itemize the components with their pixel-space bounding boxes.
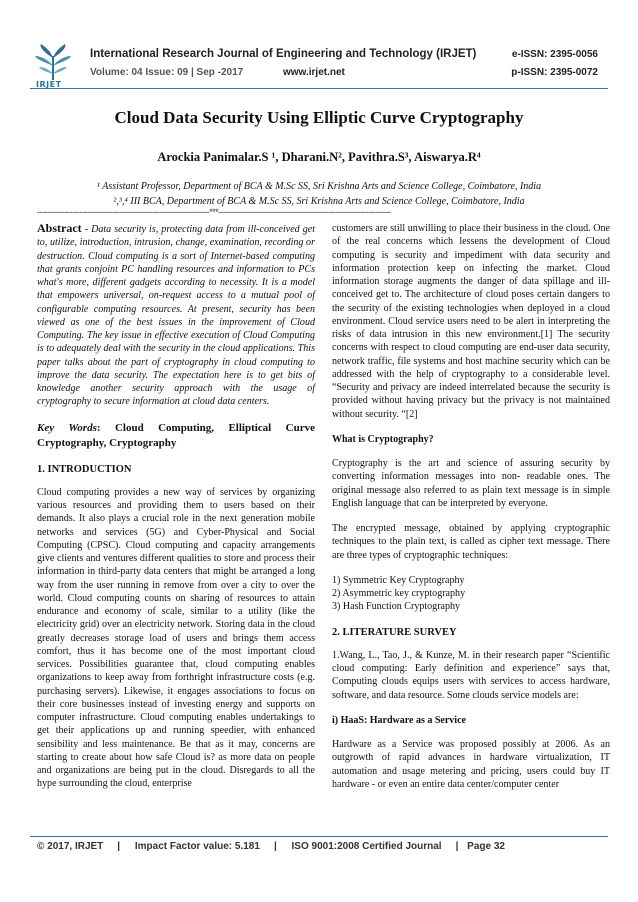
pissn: p-ISSN: 2395-0072 bbox=[511, 67, 598, 78]
literature-text: 1.Wang, L., Tao, J., & Kunze, M. in their research paper “Scientific cloud computing: Early definition and experience” says that, Computing clouds equips users with services to access hardware, software, and data resource. Some clouds service models are: bbox=[332, 649, 610, 701]
footer-rule bbox=[30, 836, 608, 837]
keywords-text: : Cloud Computing, Elliptical Curve Cryptography, Cryptography bbox=[37, 421, 315, 449]
section-separator: ---------------------------------------------------------------------***--------------------------------------------------------------------- bbox=[37, 207, 391, 217]
footer-iso: ISO 9001:2008 Certified Journal bbox=[291, 841, 442, 852]
abstract-label: Abstract bbox=[37, 221, 82, 235]
paper-title: Cloud Data Security Using Elliptic Curve Cryptography bbox=[114, 108, 524, 127]
logo-text: IRJET bbox=[36, 80, 62, 89]
keywords-label: Key Words bbox=[37, 421, 97, 434]
page-footer: © 2017, IRJET | Impact Factor value: 5.181 | ISO 9001:2008 Certified Journal | Page 32 bbox=[37, 841, 505, 852]
cryptography-para-1: Cryptography is the art and science of assuring security by converting information messages into non- readable ones. The original message also referred to as plain text message is in simple English language that can be interpreted by everyone. bbox=[332, 458, 610, 509]
header-rule bbox=[30, 88, 608, 89]
keywords bbox=[37, 421, 315, 451]
page-header bbox=[0, 0, 638, 88]
abstract-text: - Data security is, protecting data from ill-conceived get to, utilize, introduction, intrusion, change, examination, recording or destruction. Cloud computing is a sort of Internet-based computing that grants conjoint PC handling resources and information to PCs what's more, different gadgets according to necessity. It is a model that empowers universal, on-request access to a mutual pool of configurable computing resources. At present, security has been viewed as one of the best issues in the improvement of Cloud Computing. The key issue in effective execution of Cloud Computing is to adequately deal with the security in the cloud applications. This paper talks about the part of cryptography in cloud computing to improve the data security. The expectation here is to get bits of knowledge another security approach with the usage of cryptography to secure information at cloud data centers. bbox=[37, 224, 315, 408]
affiliation-2: ²,³,⁴ III BCA, Department of BCA & M.Sc SS, Sri Krishna Arts and Science College, Coimbatore, India bbox=[113, 196, 525, 207]
literature-heading: 2. LITERATURE SURVEY bbox=[332, 626, 457, 638]
cryptography-para-2: The encrypted message, obtained by applying cryptographic techniques to the plain text, is called as cipher text message. There are three types of cryptographic techniques: bbox=[332, 523, 610, 561]
haas-heading: i) HaaS: Hardware as a Service bbox=[332, 714, 466, 726]
abstract bbox=[37, 222, 315, 409]
paper-authors: Arockia Panimalar.S ¹, Dharani.N², Pavithra.S³, Aiswarya.R⁴ bbox=[157, 150, 481, 164]
footer-impact: Impact Factor value: 5.181 bbox=[134, 841, 260, 852]
footer-page: Page 32 bbox=[467, 841, 505, 852]
irjet-logo bbox=[33, 42, 73, 82]
right-column bbox=[332, 222, 610, 791]
volume-info: Volume: 04 Issue: 09 | Sep -2017 bbox=[90, 67, 244, 78]
haas-text: Hardware as a Service was proposed possibly at 2006. As an outgrowth of rapid advances in hardware virtualization, IT automation and usage metering and pricing, users could buy IT hardware - or even an entire data center/computer center bbox=[332, 739, 610, 790]
affiliation-1: ¹ Assistant Professor, Department of BCA & M.Sc SS, Sri Krishna Arts and Science College, Coimbatore, India bbox=[96, 181, 542, 192]
crypto-list-item: 1) Symmetric Key Cryptography bbox=[332, 574, 465, 586]
intro-text: Cloud computing provides a new way of services by organizing various resources and providing them to users based on their demands. It also plays a crucial role in the next generation mobile networks and services (5G) and Cyber-Physical and Social Computing (CPSC). Cloud computing and capacity arrangements give clients and ventures different qualities to store and process their information in third-party data centers that might be arranged a long way from the user running in remove from over a city to over the world. Cloud computing counts on sharing of resources to attain endurance and economy of scale, similar to a utility (like the electricity grid) over an electricity network. Storing data in the cloud greatly decreases storage load of users and brings them access comfort, thus it has become one of the most important cloud services. Possibilities guarantee that, cloud computing enables organizations to keep away from forthright infrastructure costs (e.g. purchasing servers). Likewise, it engages associations to focus on their core businesses instead of investing energy and supports on computer infrastructure. Cloud computing enables undertakings to get their applications up and running speedier, with enhanced sensibility and less maintenance. Be that as it may, concerns are starting to create about how safe Cloud is? as more data on people and organizations are being put in the cloud. Disregards to all the hype surrounding the cloud, enterprise bbox=[37, 486, 315, 790]
intro-heading: 1. INTRODUCTION bbox=[37, 463, 132, 475]
footer-copyright: © 2017, IRJET bbox=[37, 841, 104, 852]
eissn: e-ISSN: 2395-0056 bbox=[511, 49, 598, 60]
intro-continued: customers are still unwilling to place their business in the cloud. One of the real concerns which lessens the development of Cloud computing is security and impediment with data security and information protection keep on infecting the market. Cloud information storage augments the danger of data spillage and ill-conceived get to. The architecture of cloud poses certain dangers to the security of the existing technologies when deployed in a cloud environment. Cloud service users need to be alert in interpreting the risks of data intrusion in this new environment.[1] The security concerns with respect to cloud computing are end-user data security, network traffic, file systems and host machine security which can be addressed with the help of cryptography to a considerable level. “Security and privacy are indeed interrelated because the security is provided without having privacy but the privacy is not maintained without security. “[2] bbox=[332, 223, 610, 420]
cryptography-heading: What is Cryptography? bbox=[332, 433, 434, 445]
left-column bbox=[37, 222, 315, 791]
crypto-list-item: 3) Hash Function Cryptography bbox=[332, 601, 461, 613]
journal-title: International Research Journal of Engineering and Technology (IRJET) bbox=[90, 48, 477, 60]
crypto-list-item: 2) Asymmetric key cryptography bbox=[332, 588, 466, 599]
journal-website[interactable]: www.irjet.net bbox=[283, 67, 345, 78]
